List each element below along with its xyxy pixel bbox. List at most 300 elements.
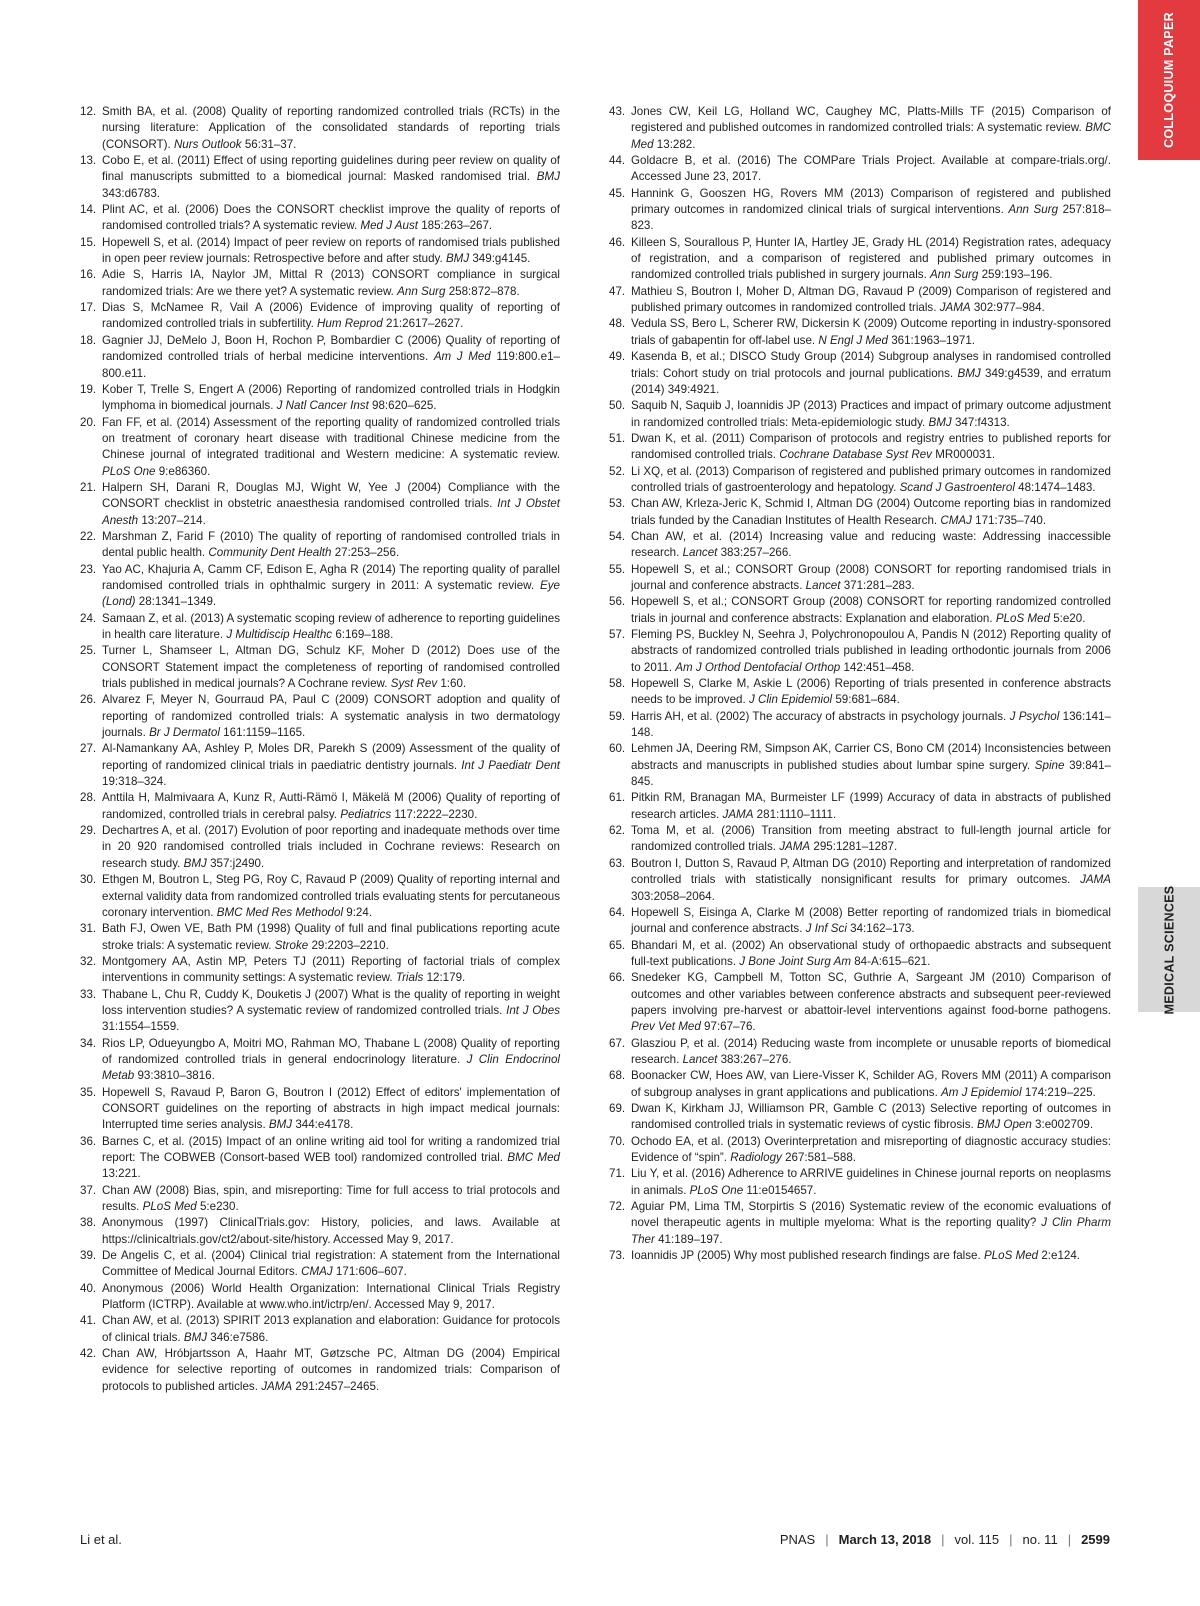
- reference-journal: BMC Med: [631, 121, 1111, 151]
- reference-item: [80, 415, 560, 480]
- reference-journal: JAMA: [939, 301, 971, 315]
- reference-journal: BMJ: [928, 415, 952, 429]
- references-column-left: [80, 104, 560, 1395]
- reference-text: Dias S, McNamee R, Vail A (2006) Evidence of improving quality of reporting of randomized controlled trials in subfertility.: [102, 301, 560, 331]
- reference-text: Pitkin RM, Branagan MA, Burmeister LF (1999) Accuracy of data in abstracts of published research articles.: [631, 791, 1111, 821]
- reference-citation: 258:872–878.: [448, 284, 520, 298]
- footer-separator: |: [941, 1532, 945, 1547]
- reference-item: [80, 1183, 560, 1216]
- reference-number: 48.: [609, 317, 626, 331]
- reference-number: 23.: [80, 562, 97, 576]
- reference-citation: 295:1281–1287.: [813, 840, 898, 854]
- reference-item: [609, 741, 1111, 790]
- references-column-right: [609, 104, 1111, 1264]
- reference-journal: PLoS Med: [995, 611, 1050, 625]
- reference-citation: 39:841–845.: [631, 758, 1111, 789]
- reference-citation: 56:31–37.: [244, 137, 297, 151]
- reference-text: Mathieu S, Boutron I, Moher D, Altman DG, Ravaud P (2009) Comparison of registered and published primary outcomes in randomized controlled trials.: [631, 284, 1111, 315]
- reference-journal: JAMA: [1080, 873, 1111, 887]
- reference-citation: 12:179.: [426, 971, 466, 985]
- reference-text: Kasenda B, et al.; DISCO Study Group (2014) Subgroup analyses in randomised controlled trials: Cohort study on trial protocols and journal publications.: [631, 350, 1111, 380]
- reference-journal: J Psychol: [1009, 709, 1060, 723]
- reference-list-right: [609, 104, 1111, 1264]
- reference-number: 60.: [609, 742, 626, 756]
- reference-number: 44.: [609, 154, 626, 168]
- reference-number: 72.: [609, 1200, 626, 1214]
- reference-citation: 257:818–823.: [631, 203, 1111, 233]
- reference-number: 20.: [80, 415, 97, 429]
- reference-item: [609, 316, 1111, 349]
- reference-number: 55.: [609, 562, 626, 576]
- reference-citation: 185:263–267.: [421, 219, 493, 233]
- reference-citation: 349:g4539, and erratum (2014) 349:4921.: [631, 366, 1111, 396]
- reference-text: Adie S, Harris IA, Naylor JM, Mittal R (2013) CONSORT compliance in surgical randomized trials: Are we there yet? A systematic review.: [102, 268, 560, 298]
- reference-item: [80, 872, 560, 921]
- reference-number: 43.: [609, 105, 626, 118]
- reference-citation: 357:j2490.: [210, 856, 265, 870]
- reference-journal: Ann Surg: [1008, 203, 1059, 217]
- reference-item: [80, 1248, 560, 1281]
- reference-number: 40.: [80, 1281, 97, 1295]
- reference-journal: BMJ: [183, 856, 207, 870]
- reference-text: Plint AC, et al. (2006) Does the CONSORT checklist improve the quality of reports of randomised controlled trials? A systematic review.: [102, 203, 560, 233]
- reference-journal: CMAJ: [940, 513, 972, 527]
- reference-number: 70.: [609, 1134, 626, 1148]
- reference-item: [80, 987, 560, 1036]
- reference-citation: 281:1110–1111.: [756, 807, 837, 821]
- reference-citation: 29:2203–2210.: [311, 938, 389, 952]
- medical-sciences-tab: [1138, 887, 1200, 1012]
- reference-number: 58.: [609, 677, 626, 691]
- reference-journal: Pediatrics: [340, 807, 392, 821]
- reference-item: [80, 333, 560, 382]
- reference-item: [80, 153, 560, 202]
- reference-journal: Lancet: [805, 578, 841, 592]
- reference-citation: 6:169–188.: [335, 628, 394, 641]
- reference-citation: 93:3810–3816.: [137, 1069, 215, 1083]
- reference-text: Hannink G, Gooszen HG, Rovers MM (2013) Comparison of registered and published primary outcomes in randomized clinical trials of surgical interventions.: [631, 186, 1111, 217]
- reference-text: Bhandari M, et al. (2002) An observational study of orthopaedic abstracts and subsequent full-text publications.: [631, 938, 1111, 968]
- reference-number: 16.: [80, 268, 97, 282]
- reference-item: [609, 153, 1111, 186]
- reference-journal: Int J Paediatr Dent: [461, 758, 560, 772]
- reference-journal: BMJ Open: [977, 1118, 1032, 1132]
- reference-number: 22.: [80, 529, 97, 543]
- reference-number: 30.: [80, 873, 97, 887]
- reference-item: [80, 104, 560, 153]
- reference-item: [609, 676, 1111, 709]
- reference-journal: J Natl Cancer Inst: [276, 399, 369, 413]
- reference-number: 34.: [80, 1036, 97, 1050]
- reference-item: [80, 1346, 560, 1395]
- reference-number: 45.: [609, 186, 626, 200]
- reference-text: Ochodo EA, et al. (2013) Overinterpretation and misreporting of diagnostic accuracy studies: Evidence of “spin”.: [631, 1134, 1111, 1164]
- reference-citation: 161:1159–1165.: [223, 726, 306, 740]
- reference-item: [609, 284, 1111, 317]
- reference-text: Halpern SH, Darani R, Douglas MJ, Wight W, Yee J (2004) Compliance with the CONSORT checklist in obstetric anaesthesia randomised controlled trials.: [102, 480, 560, 511]
- reference-item: [80, 267, 560, 300]
- reference-journal: BMJ: [957, 366, 981, 380]
- reference-citation: 13:221.: [102, 1167, 141, 1181]
- reference-text: Chan AW, Hróbjartsson A, Haahr MT, Gøtzsche PC, Altman DG (2004) Empirical evidence for selective reporting of outcomes in randomized trials: Comparison of protocols to published articles.: [102, 1347, 560, 1393]
- reference-number: 26.: [80, 693, 97, 707]
- reference-number: 69.: [609, 1101, 626, 1115]
- reference-text: Harris AH, et al. (2002) The accuracy of abstracts in psychology journals.: [631, 709, 1007, 723]
- reference-journal: JAMA: [261, 1379, 293, 1393]
- reference-citation: 97:67–76.: [704, 1020, 756, 1034]
- reference-item: [609, 1248, 1111, 1264]
- reference-text: Hopewell S, Clarke M, Askie L (2006) Reporting of trials presented in conference abstracts needs to be improved.: [631, 677, 1111, 707]
- reference-item: [80, 954, 560, 987]
- reference-citation: 19:318–324.: [102, 775, 167, 789]
- reference-text: Toma M, et al. (2006) Transition from meeting abstract to full-length journal article for randomized controlled trials.: [631, 824, 1111, 854]
- reference-text: Marshman Z, Farid F (2010) The quality of reporting of randomised controlled trials in dental public health.: [102, 529, 560, 560]
- footer-page-number: 2599: [1081, 1532, 1110, 1547]
- reference-item: [609, 905, 1111, 938]
- reference-journal: Lancet: [682, 1052, 718, 1066]
- reference-citation: 136:141–148.: [631, 709, 1111, 740]
- reference-item: [609, 1134, 1111, 1167]
- reference-item: [80, 1134, 560, 1183]
- reference-journal: Hum Reprod: [317, 317, 383, 331]
- reference-journal: J Clin Epidemiol: [748, 693, 833, 707]
- reference-number: 64.: [609, 905, 626, 919]
- reference-text: Hopewell S, Eisinga A, Clarke M (2008) Better reporting of randomized trials in biomedical journal and conference abstracts.: [631, 905, 1111, 936]
- reference-text: Goldacre B, et al. (2016) The COMPare Trials Project. Available at compare-trials.org/. Accessed June 23, 2017.: [631, 154, 1111, 184]
- reference-number: 54.: [609, 529, 626, 543]
- reference-text: Yao AC, Khajuria A, Camm CF, Edison E, Agha R (2014) The reporting quality of parallel randomised controlled trials in ophthalmic surgery in 2011: A systematic review.: [102, 562, 560, 592]
- reference-citation: 142:451–458.: [843, 660, 915, 674]
- footer-separator: |: [825, 1532, 829, 1547]
- reference-text: Dwan K, et al. (2011) Comparison of protocols and registry entries to published reports for randomised controlled trials.: [631, 431, 1111, 462]
- footer-issue: no. 11: [1022, 1532, 1058, 1547]
- reference-journal: Int J Obes: [506, 1003, 560, 1017]
- reference-citation: 1:60.: [440, 677, 467, 691]
- reference-number: 39.: [80, 1249, 97, 1263]
- reference-number: 46.: [609, 235, 626, 249]
- reference-number: 57.: [609, 628, 626, 641]
- reference-number: 73.: [609, 1249, 626, 1263]
- reference-number: 13.: [80, 154, 97, 168]
- reference-text: Hopewell S, et al. (2014) Impact of peer review on reports of randomised trials published in open peer review journals: Retrospective before and after study.: [102, 235, 560, 266]
- reference-item: [80, 1215, 560, 1248]
- reference-journal: BMC Med Res Methodol: [216, 905, 344, 919]
- reference-text: Dwan K, Kirkham JJ, Williamson PR, Gamble C (2013) Selective reporting of outcomes in randomised controlled trials in systematic reviews of cystic fibrosis.: [631, 1101, 1111, 1132]
- reference-number: 71.: [609, 1167, 626, 1181]
- footer-authors: Li et al.: [80, 1532, 122, 1547]
- reference-number: 51.: [609, 431, 626, 445]
- reference-journal: Eye (Lond): [102, 578, 560, 609]
- reference-journal: Am J Orthod Dentofacial Orthop: [675, 660, 841, 674]
- reference-item: [80, 1281, 560, 1314]
- reference-text: Turner L, Shamseer L, Altman DG, Schulz KF, Moher D (2012) Does use of the CONSORT Statement impact the completeness of reporting of randomised controlled trials published in medical journals? A Cochrane review.: [102, 644, 560, 691]
- reference-citation: 171:735–740.: [975, 513, 1047, 527]
- reference-number: 21.: [80, 480, 97, 494]
- reference-journal: Br J Dermatol: [149, 726, 220, 740]
- reference-number: 29.: [80, 824, 97, 838]
- reference-text: Alvarez F, Meyer N, Gourraud PA, Paul C (2009) CONSORT adoption and quality of reporting of randomized controlled trials: A systematic analysis in two dermatology journals.: [102, 693, 560, 740]
- reference-journal: PLoS One: [102, 464, 156, 478]
- reference-text: Al-Namankany AA, Ashley P, Moles DR, Parekh S (2009) Assessment of the quality of reporting of randomized clinical trials in paediatric dentistry journals.: [102, 742, 560, 772]
- reference-journal: Trials: [395, 971, 424, 985]
- reference-text: Kober T, Trelle S, Engert A (2006) Reporting of randomized controlled trials in Hodgkin lymphoma in biomedical journals.: [102, 382, 560, 413]
- reference-number: 61.: [609, 791, 626, 805]
- reference-journal: J Clin Pharm Ther: [631, 1216, 1111, 1246]
- reference-citation: 28:1341–1349.: [138, 595, 217, 609]
- reference-text: Anttila H, Malmivaara A, Kunz R, Autti-Rämö I, Mäkelä M (2006) Quality of reporting of randomized, controlled trials in cerebral palsy.: [102, 791, 560, 821]
- reference-item: [609, 1199, 1111, 1248]
- reference-item: [80, 300, 560, 333]
- reference-number: 14.: [80, 203, 97, 217]
- footer-volume: vol. 115: [954, 1532, 1000, 1547]
- reference-citation: 267:581–588.: [785, 1151, 856, 1164]
- reference-number: 65.: [609, 938, 626, 952]
- reference-citation: 13:282.: [656, 137, 696, 151]
- reference-item: [609, 823, 1111, 856]
- reference-text: Chan AW (2008) Bias, spin, and misreporting: Time for full access to trial protocols and results.: [102, 1183, 560, 1214]
- reference-journal: BMJ: [268, 1118, 293, 1132]
- reference-citation: 303:2058–2064.: [631, 889, 715, 903]
- reference-journal: Ann Surg: [397, 284, 446, 298]
- reference-journal: BMJ: [183, 1330, 208, 1344]
- reference-number: 38.: [80, 1216, 97, 1230]
- reference-citation: 347:f4313.: [954, 415, 1010, 429]
- reference-citation: 383:257–266.: [720, 546, 792, 560]
- reference-journal: Ann Surg: [930, 268, 979, 282]
- medical-sciences-label: MEDICAL SCIENCES: [1162, 885, 1177, 1014]
- reference-item: [609, 529, 1111, 562]
- reference-journal: PLoS One: [689, 1183, 744, 1197]
- reference-citation: 119:800.e1–800.e11.: [102, 350, 560, 380]
- reference-journal: J Inf Sci: [805, 922, 847, 936]
- reference-citation: 346:e7586.: [210, 1330, 269, 1344]
- reference-item: [609, 104, 1111, 153]
- reference-journal: Int J Obstet Anesth: [102, 497, 560, 527]
- reference-item: [80, 562, 560, 611]
- reference-item: [609, 496, 1111, 529]
- reference-citation: 259:193–196.: [981, 268, 1053, 282]
- reference-text: Jones CW, Keil LG, Holland WC, Caughey MC, Platts-Mills TF (2015) Comparison of registered and published outcomes in randomized controlled trials: A systematic review.: [631, 105, 1111, 135]
- reference-citation: 9:24.: [346, 905, 373, 919]
- footer-journal: PNAS: [779, 1532, 816, 1547]
- reference-number: 49.: [609, 350, 626, 364]
- reference-journal: BMJ: [445, 252, 470, 266]
- reference-citation: 5:e20.: [1053, 611, 1086, 625]
- reference-journal: Prev Vet Med: [631, 1020, 701, 1034]
- reference-text: Saquib N, Saquib J, Ioannidis JP (2013) Practices and impact of primary outcome adjustment in randomized controlled trials: Meta-epidemiologic study.: [631, 399, 1111, 429]
- reference-journal: CMAJ: [301, 1265, 333, 1279]
- reference-citation: 13:207–214.: [141, 513, 206, 527]
- reference-number: 28.: [80, 791, 97, 805]
- reference-item: [609, 1068, 1111, 1101]
- reference-item: [609, 464, 1111, 497]
- reference-text: Cobo E, et al. (2011) Effect of using reporting guidelines during peer review on quality of final manuscripts submitted to a biomedical journal: Masked randomised trial.: [102, 154, 560, 184]
- reference-journal: J Bone Joint Surg Am: [739, 954, 851, 968]
- reference-item: [80, 1085, 560, 1134]
- reference-citation: 361:1963–1971.: [891, 333, 976, 347]
- reference-item: [609, 790, 1111, 823]
- reference-item: [609, 235, 1111, 284]
- reference-text: Boutron I, Dutton S, Ravaud P, Altman DG (2010) Reporting and interpretation of randomized controlled trials with statistically nonsignificant results for primary outcomes.: [631, 856, 1111, 887]
- reference-number: 35.: [80, 1085, 97, 1099]
- reference-citation: 31:1554–1559.: [102, 1020, 180, 1034]
- reference-citation: 21:2617–2627.: [386, 317, 464, 331]
- reference-text: Chan AW, Krleza-Jeric K, Schmid I, Altman DG (2004) Outcome reporting bias in randomized trials funded by the Canadian Institutes of Health Research.: [631, 497, 1111, 527]
- reference-item: [609, 970, 1111, 1035]
- reference-text: Anonymous (1997) ClinicalTrials.gov: History, policies, and laws. Available at https://clinicaltrials.gov/ct2/about-site/history. Accessed May 9, 2017.: [102, 1216, 560, 1246]
- reference-citation: 117:2222–2230.: [394, 807, 478, 821]
- reference-text: Gagnier JJ, DeMelo J, Boon H, Rochon P, Bombardier C (2006) Quality of reporting of randomized controlled trials of herbal medicine interventions.: [102, 333, 560, 364]
- reference-number: 59.: [609, 709, 626, 723]
- reference-number: 66.: [609, 971, 626, 985]
- reference-text: Vedula SS, Bero L, Scherer RW, Dickersin K (2009) Outcome reporting in industry-sponsored trials of gabapentin for off-label use.: [631, 317, 1111, 347]
- footer-separator: |: [1067, 1532, 1072, 1547]
- reference-citation: 48:1474–1483.: [1018, 480, 1096, 494]
- reference-item: [609, 1101, 1111, 1134]
- reference-citation: MR000031.: [935, 448, 996, 462]
- reference-item: [80, 611, 560, 644]
- reference-text: Bath FJ, Owen VE, Bath PM (1998) Quality of full and final publications reporting acute stroke trials: A systematic review.: [102, 922, 560, 952]
- reference-citation: 59:681–684.: [835, 693, 900, 707]
- reference-number: 42.: [80, 1347, 97, 1361]
- reference-journal: PLoS Med: [142, 1200, 197, 1214]
- reference-journal: Med J Aust: [360, 219, 418, 233]
- reference-item: [80, 235, 560, 268]
- reference-text: Glasziou P, et al. (2014) Reducing waste from incomplete or unusable reports of biomedical research.: [631, 1036, 1111, 1066]
- reference-item: [609, 431, 1111, 464]
- reference-citation: 9:e86360.: [158, 464, 211, 478]
- reference-number: 50.: [609, 399, 626, 413]
- reference-text: Aguiar PM, Lima TM, Storpirtis S (2016) Systematic review of the economic evaluations of novel therapeutic agents in multiple myeloma: What is the reporting quality?: [631, 1200, 1111, 1230]
- reference-text: Dechartres A, et al. (2017) Evolution of poor reporting and inadequate methods over time in 20 920 randomised controlled trials included in Cochrane reviews: Research on research study.: [102, 824, 560, 870]
- reference-journal: PLoS Med: [983, 1249, 1039, 1263]
- reference-number: 62.: [609, 824, 626, 838]
- reference-journal: Syst Rev: [390, 677, 438, 691]
- reference-citation: 2:e124.: [1041, 1249, 1081, 1263]
- reference-journal: Nurs Outlook: [173, 137, 242, 151]
- reference-number: 12.: [80, 105, 97, 118]
- reference-item: [609, 398, 1111, 431]
- reference-citation: 27:253–256.: [334, 546, 400, 560]
- reference-text: Liu Y, et al. (2016) Adherence to ARRIVE guidelines in Chinese journal reports on neoplasms in animals.: [631, 1167, 1111, 1197]
- reference-text: Ioannidis JP (2005) Why most published research findings are false.: [631, 1249, 981, 1263]
- reference-number: 18.: [80, 333, 97, 347]
- reference-citation: 11:e0154657.: [746, 1183, 817, 1197]
- reference-citation: 291:2457–2465.: [295, 1379, 380, 1393]
- reference-item: [80, 692, 560, 741]
- reference-item: [609, 594, 1111, 627]
- reference-text: Chan AW, et al. (2013) SPIRIT 2013 explanation and elaboration: Guidance for protocols of clinical trials.: [102, 1314, 560, 1344]
- reference-item: [609, 856, 1111, 905]
- reference-number: 19.: [80, 382, 97, 396]
- reference-citation: 41:189–197.: [658, 1232, 723, 1246]
- reference-citation: 3:e002709.: [1035, 1118, 1094, 1132]
- reference-number: 68.: [609, 1069, 626, 1083]
- reference-number: 25.: [80, 644, 97, 658]
- reference-text: Thabane L, Chu R, Cuddy K, Douketis J (2007) What is the quality of reporting in weight loss intervention studies? A systematic review of randomized controlled trials.: [102, 987, 560, 1017]
- reference-item: [609, 349, 1111, 398]
- reference-text: Fan FF, et al. (2014) Assessment of the reporting quality of randomized controlled trials on treatment of coronary heart disease with traditional Chinese medicine from the Chinese journal of integrated traditional and Western medicine: A systematic review.: [102, 415, 560, 462]
- colloquium-paper-tab: [1138, 0, 1200, 160]
- footer-date: March 13, 2018: [838, 1532, 932, 1547]
- reference-item: [609, 562, 1111, 595]
- reference-journal: JAMA: [722, 807, 754, 821]
- reference-text: Snedeker KG, Campbell M, Totton SC, Guthrie A, Sargeant JM (2010) Comparison of outcomes and other variables between conference abstracts and subsequent peer-reviewed papers involving pre-harvest or abattoir-level interventions against food-borne pathogens.: [631, 971, 1111, 1017]
- reference-number: 31.: [80, 922, 97, 936]
- reference-journal: BMC Med: [507, 1151, 560, 1164]
- reference-item: [609, 1166, 1111, 1199]
- reference-number: 32.: [80, 954, 97, 968]
- reference-text: Montgomery AA, Astin MP, Peters TJ (2011) Reporting of factorial trials of complex interventions in community settings: A systematic review.: [102, 954, 560, 985]
- reference-number: 53.: [609, 497, 626, 511]
- reference-number: 47.: [609, 284, 626, 298]
- reference-text: Fleming PS, Buckley N, Seehra J, Polychronopoulou A, Pandis N (2012) Reporting quality of abstracts of randomized controlled trials published in leading orthodontic journals from 2006 to 2011.: [631, 628, 1111, 674]
- reference-journal: Am J Epidemiol: [941, 1085, 1022, 1099]
- reference-text: Anonymous (2006) World Health Organization: International Clinical Trials Registry Platform (ICTRP). Available at www.who.int/ictrp/en/. Accessed May 9, 2017.: [102, 1281, 560, 1312]
- reference-item: [80, 823, 560, 872]
- reference-text: Hopewell S, et al.; CONSORT Group (2008) CONSORT for reporting randomized controlled trials in journal and conference abstracts: Explanation and elaboration.: [631, 595, 1111, 625]
- reference-number: 15.: [80, 235, 97, 249]
- reference-citation: 349:g4145.: [472, 252, 531, 266]
- reference-journal: Am J Med: [433, 350, 491, 364]
- reference-item: [609, 627, 1111, 676]
- reference-item: [80, 741, 560, 790]
- reference-item: [80, 643, 560, 692]
- reference-text: Hopewell S, Ravaud P, Baron G, Boutron I (2012) Effect of editors' implementation of CONSORT guidelines on the reporting of abstracts in high impact medical journals: Interrupted time series analysis.: [102, 1085, 560, 1132]
- reference-number: 17.: [80, 301, 97, 315]
- reference-citation: 343:d6783.: [102, 186, 161, 200]
- reference-item: [609, 709, 1111, 742]
- reference-journal: J Multidiscip Healthc: [226, 628, 333, 641]
- reference-item: [80, 921, 560, 954]
- reference-citation: 302:977–984.: [973, 301, 1045, 315]
- reference-journal: Cochrane Database Syst Rev: [779, 448, 932, 462]
- reference-citation: 371:281–283.: [843, 578, 915, 592]
- reference-number: 37.: [80, 1183, 97, 1197]
- reference-citation: 84-A:615–621.: [854, 954, 931, 968]
- reference-number: 36.: [80, 1134, 97, 1148]
- reference-item: [80, 202, 560, 235]
- reference-text: Ethgen M, Boutron L, Steg PG, Roy C, Ravaud P (2009) Quality of reporting internal and external validity data from randomized controlled trials evaluating stents for percutaneous coronary intervention.: [102, 873, 560, 919]
- reference-text: Rios LP, Odueyungbo A, Moitri MO, Rahman MO, Thabane L (2008) Quality of reporting of randomized controlled trials in general endocrinology literature.: [102, 1036, 560, 1066]
- reference-item: [80, 480, 560, 529]
- reference-journal: JAMA: [779, 840, 811, 854]
- reference-number: 27.: [80, 742, 97, 756]
- reference-text: Killeen S, Sourallous P, Hunter IA, Hartley JE, Grady HL (2014) Registration rates, adequacy of registration, and a comparison of registered and published primary outcomes in randomized controlled trials published in surgery journals.: [631, 235, 1111, 282]
- colloquium-paper-label: COLLOQUIUM PAPER: [1162, 12, 1177, 148]
- reference-citation: 98:620–625.: [372, 399, 437, 413]
- reference-text: Boonacker CW, Hoes AW, van Liere-Visser K, Schilder AG, Rovers MM (2011) A comparison of subgroup analyses in grant applications and publications.: [631, 1069, 1111, 1099]
- reference-citation: 34:162–173.: [850, 922, 915, 936]
- reference-journal: BMJ: [536, 170, 560, 184]
- reference-citation: 344:e4178.: [295, 1118, 354, 1132]
- reference-number: 33.: [80, 987, 97, 1001]
- reference-text: Chan AW, et al. (2014) Increasing value and reducing waste: Addressing inaccessible research.: [631, 529, 1111, 560]
- reference-list-left: [80, 104, 560, 1395]
- reference-citation: 383:267–276.: [720, 1052, 792, 1066]
- reference-text: Hopewell S, et al.; CONSORT Group (2008) CONSORT for reporting randomised trials in journal and conference abstracts.: [631, 562, 1111, 592]
- reference-citation: 174:219–225.: [1024, 1085, 1096, 1099]
- reference-text: Li XQ, et al. (2013) Comparison of registered and published primary outcomes in randomized controlled trials of gastroenterology and hepatology.: [631, 464, 1111, 494]
- reference-journal: N Engl J Med: [818, 333, 888, 347]
- footer-separator: |: [1009, 1532, 1013, 1547]
- footer-citation: [780, 1532, 1110, 1547]
- reference-journal: Stroke: [274, 938, 309, 952]
- reference-journal: Radiology: [730, 1151, 782, 1164]
- reference-citation: 5:e230.: [199, 1200, 239, 1214]
- reference-text: Smith BA, et al. (2008) Quality of reporting randomized controlled trials (RCTs) in the nursing literature: Application of the consolidated standards of reporting trials (CONSORT).: [102, 105, 560, 151]
- reference-journal: J Clin Endocrinol Metab: [102, 1052, 560, 1083]
